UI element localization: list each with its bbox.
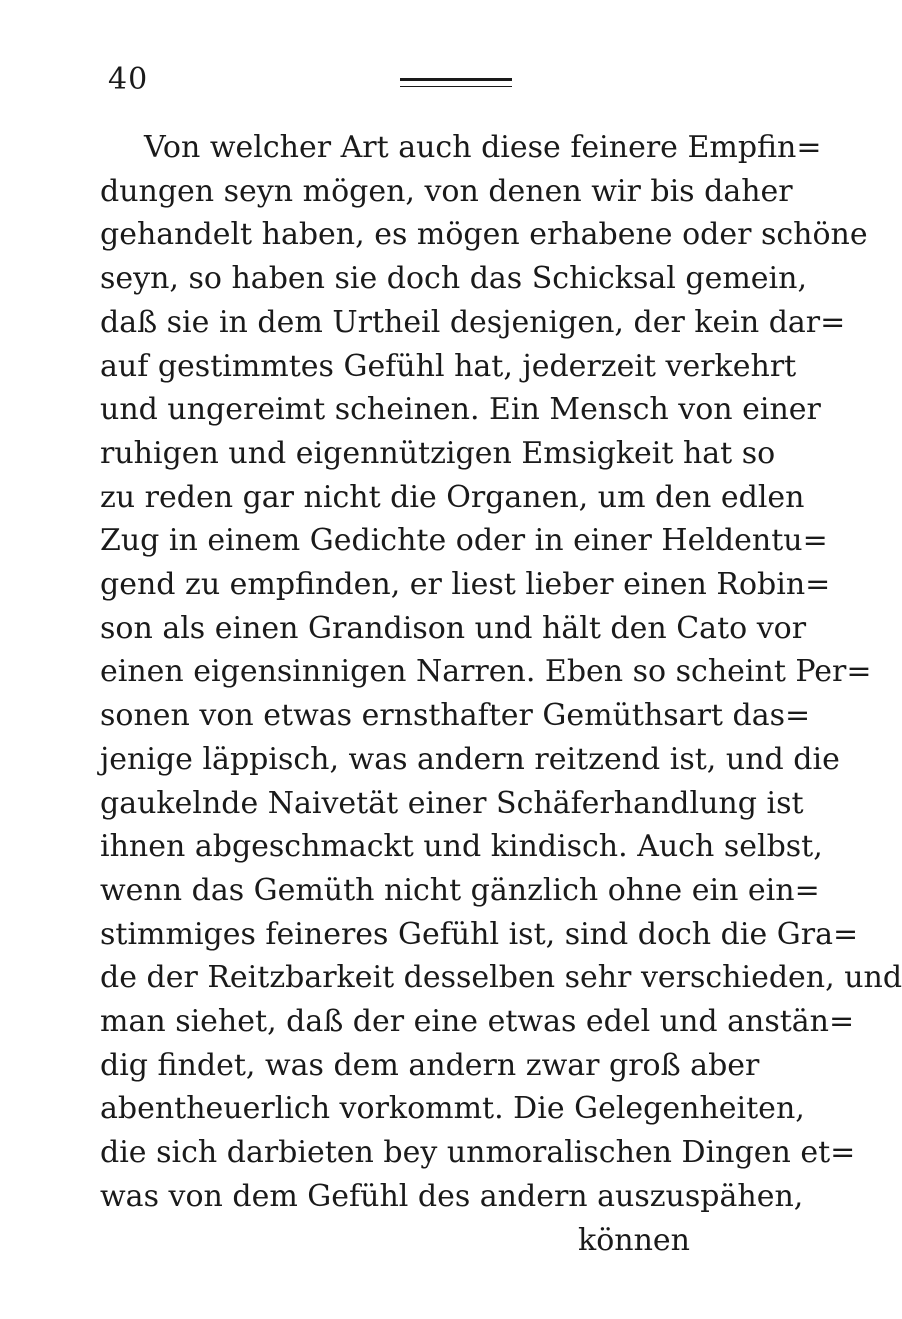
header-rule: [400, 78, 512, 87]
text-line: ruhigen und eigennützigen Emsigkeit hat so: [100, 435, 776, 471]
text-line: Von welcher Art auch diese feinere Empfin=: [144, 130, 822, 165]
catchword: können: [578, 1222, 690, 1258]
page-number: 40: [108, 62, 149, 97]
text-line: stimmiges feineres Gefühl ist, sind doch die Gra=: [100, 916, 859, 952]
text-line: und ungereimt scheinen. Ein Mensch von einer: [100, 392, 821, 428]
text-line: gehandelt haben, es mögen erhabene oder schöne: [100, 217, 868, 253]
text-line: einen eigensinnigen Narren. Eben so scheint Per=: [100, 654, 872, 690]
text-line: sonen von etwas ernsthafter Gemüthsart das=: [100, 698, 811, 734]
text-line: jenige läppisch, was andern reitzend ist, und die: [100, 741, 840, 777]
text-line: gaukelnde Naivetät einer Schäferhandlung ist: [100, 785, 804, 821]
body-text: [100, 126, 902, 1262]
text-line: dig findet, was dem andern zwar groß aber: [100, 1047, 760, 1083]
text-line: dungen seyn mögen, von denen wir bis daher: [100, 173, 793, 209]
text-line: wenn das Gemüth nicht gänzlich ohne ein ein=: [100, 872, 820, 908]
text-line: auf gestimmtes Gefühl hat, jederzeit verkehrt: [100, 348, 797, 384]
text-line: abentheuerlich vorkommt. Die Gelegenheiten,: [100, 1091, 805, 1127]
text-line: man siehet, daß der eine etwas edel und anstän=: [100, 1004, 855, 1040]
text-line: daß sie in dem Urtheil desjenigen, der kein dar=: [100, 304, 846, 340]
text-line: Zug in einem Gedichte oder in einer Heldentu=: [100, 523, 828, 559]
text-line: gend zu empfinden, er liest lieber einen Robin=: [100, 567, 831, 603]
text-line: son als einen Grandison und hält den Cato vor: [100, 610, 807, 646]
text-line: seyn, so haben sie doch das Schicksal gemein,: [100, 261, 808, 297]
text-line: de der Reitzbarkeit desselben sehr verschieden, und: [100, 960, 902, 996]
text-line: zu reden gar nicht die Organen, um den edlen: [100, 479, 805, 515]
text-line: was von dem Gefühl des andern auszuspähen,: [100, 1178, 804, 1214]
text-line: die sich darbieten bey unmoralischen Dingen et=: [100, 1135, 856, 1171]
text-line: ihnen abgeschmackt und kindisch. Auch selbst,: [100, 829, 823, 865]
